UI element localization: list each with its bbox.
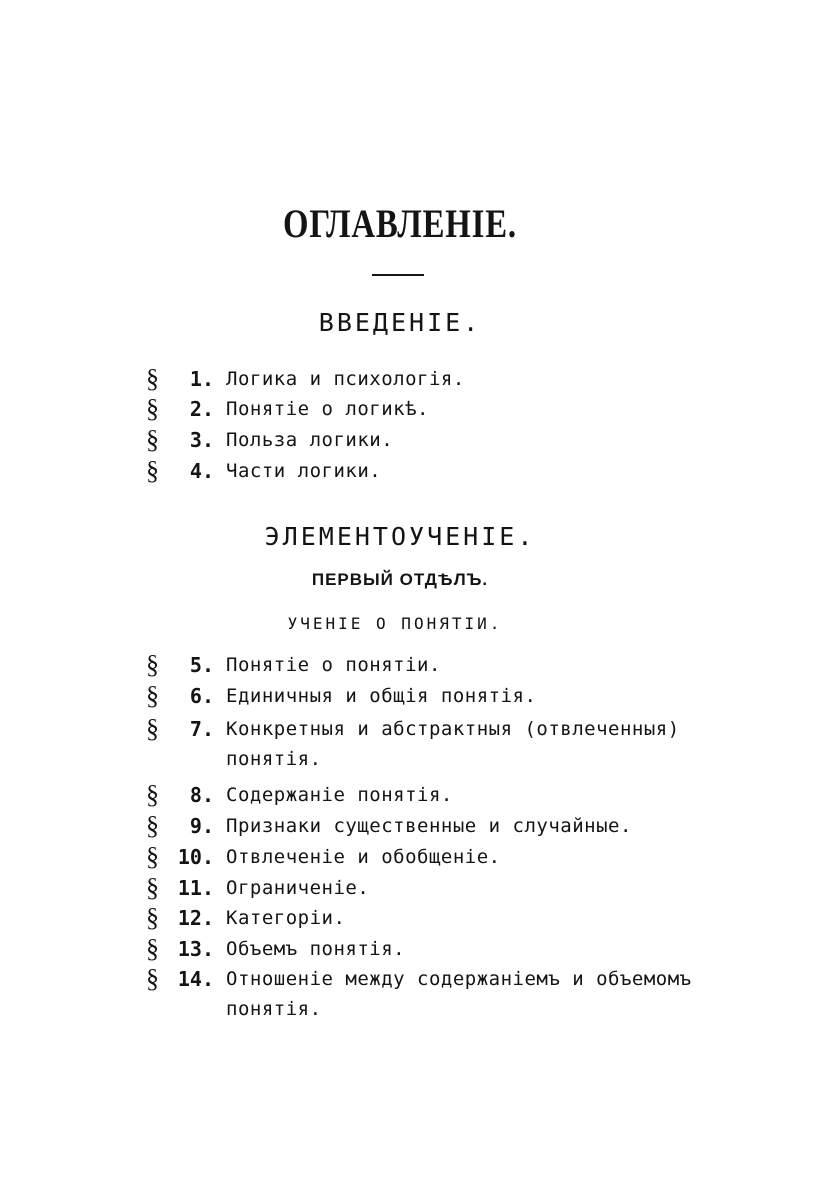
entry-number: 4. (189, 459, 214, 483)
subpart-heading: УЧЕНІЕ О ПОНЯТІИ. (287, 614, 503, 633)
entry-title: Конкретныя и абстрактныя (отвлеченныя) понятія. (226, 718, 680, 770)
entry-number: 6. (189, 684, 214, 708)
part-heading: ПЕРВЫЙ ОТДѢЛЪ. (311, 570, 489, 589)
entry-title: Понятіе о логикѣ. (226, 398, 429, 420)
section-sign: § (146, 394, 159, 423)
entry-title: Содержаніе понятія. (226, 784, 453, 806)
section-sign: § (146, 811, 159, 840)
section-sign: § (146, 903, 159, 932)
entry-number: 10. (177, 845, 214, 869)
entry-number: 9. (189, 814, 214, 838)
entry-title: Объемъ понятія. (226, 938, 406, 960)
section-sign: § (146, 714, 159, 743)
entry-title: Понятіе о понятіи. (226, 654, 441, 676)
section-sign: § (146, 681, 159, 710)
entry-title: Польза логики. (226, 429, 394, 451)
section-sign: § (146, 934, 159, 963)
entry-title: Признаки существенные и случайные. (226, 815, 632, 837)
section-sign: § (146, 425, 159, 454)
section-sign: § (146, 964, 159, 993)
entry-number: 8. (189, 783, 214, 807)
entry-number: 14. (177, 967, 214, 991)
entry-title: Части логики. (226, 460, 382, 482)
entry-title: Логика и психологія. (226, 368, 465, 390)
entry-number: 12. (177, 906, 214, 930)
entry-title: Категоріи. (226, 907, 346, 929)
entry-number: 3. (189, 428, 214, 452)
section-sign: § (146, 873, 159, 902)
entry-title: Единичныя и общія понятія. (226, 685, 537, 707)
entry-title: Отношеніе между содержаніемъ и объемомъ понятія. (226, 968, 692, 1020)
introduction-heading: ВВЕДЕНІЕ. (318, 308, 482, 337)
section-sign: § (146, 456, 159, 485)
title-rule (372, 274, 424, 276)
entry-number: 1. (189, 367, 214, 391)
section-sign: § (146, 650, 159, 679)
entry-title: Отвлеченіе и обобщеніе. (226, 846, 501, 868)
entry-number: 11. (177, 876, 214, 900)
entry-number: 5. (189, 653, 214, 677)
elementology-heading: ЭЛЕМЕНТОУЧЕНІЕ. (264, 522, 536, 551)
section-sign: § (146, 364, 159, 393)
entry-number: 13. (177, 937, 214, 961)
section-sign: § (146, 842, 159, 871)
entry-title: Ограниченіе. (226, 877, 370, 899)
page-title: ОГЛАВЛЕНІЕ. (283, 201, 517, 246)
entry-number: 2. (189, 397, 214, 421)
entry-number: 7. (189, 717, 214, 741)
section-sign: § (146, 780, 159, 809)
